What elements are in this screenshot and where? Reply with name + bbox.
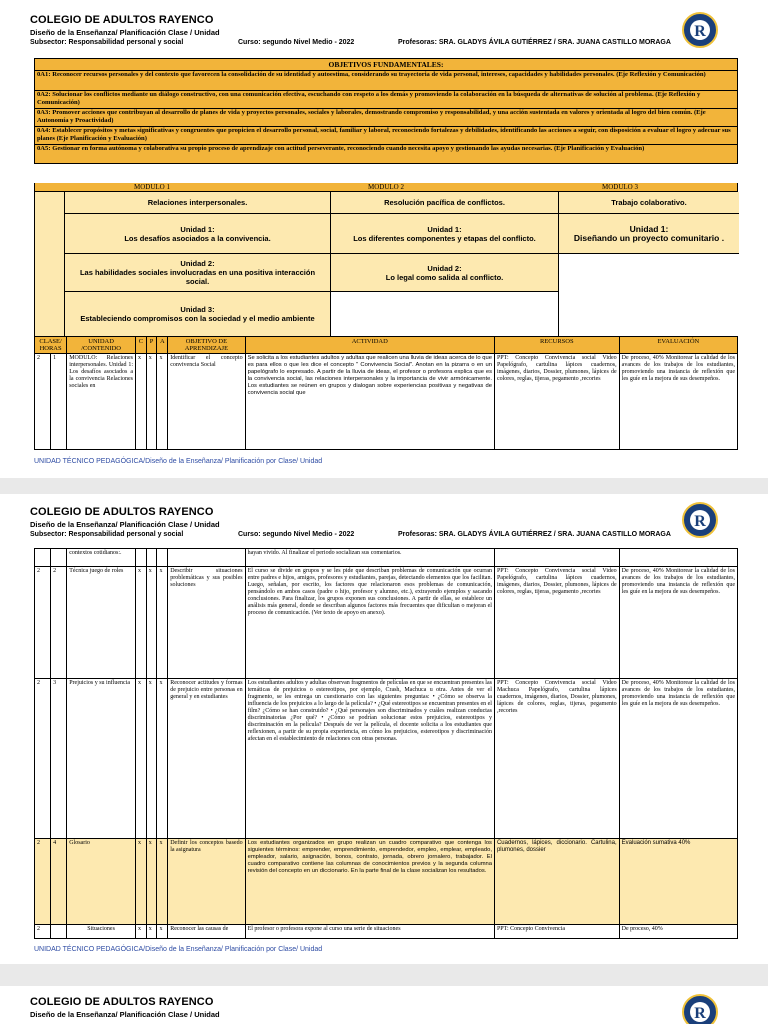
- module-topic: Resolución pacífica de conflictos.: [331, 192, 558, 214]
- cell-actividad: Los estudiantes organizados en grupo realizan un cuadro comparativo que contenga los siguientes términos: emprender, emprendimiento, emprendedor, empleo, emplear, empleado, empleador, salario, asignación, bonos, contrato, jornada, obrero jornalero, trabajador. El cuadro comparativo contiene las columnas de conocimientos previos y la segunda columna revisión del concepto en un diccionario. En la parte final de la clase socializan los resultados.: [245, 839, 494, 925]
- document-subtitle: Diseño de la Enseñanza/ Planificación Clase / Unidad: [30, 520, 220, 529]
- subsector-label: Subsector: Responsabilidad personal y social: [30, 39, 184, 46]
- cell-recursos: PPT: Concepto Convivencia social Video Papelógrafo, cartulina lápices cuadernos, imágenes, diarios, Dossier, plumones, lápices de colores, reglas, tijeras, pegamento ,recortes: [494, 567, 619, 679]
- objectives-title: OBJETIVOS FUNDAMENTALES:: [35, 59, 737, 71]
- table-row: [35, 567, 738, 679]
- cell-recursos: PPT: Concepto Convivencia social Video Papelógrafo, cartulina lápices cuadernos, imágenes, diarios, Dossier, plumones, lápices de colores, reglas, tijeras, pegamento ,recortes: [494, 354, 619, 450]
- cell-p: x: [146, 925, 157, 939]
- cell-class-number: 2: [51, 567, 67, 679]
- unit-title: Las habilidades sociales involucradas en una positiva interacción social.: [79, 268, 316, 286]
- table-header-row: [35, 337, 738, 354]
- unit-label: Unidad 2:: [427, 263, 462, 273]
- cell-a: x: [157, 567, 168, 679]
- objective-item: 0A1: Reconocer recursos personales y del contexto que favorecen la consolidación de su identidad y autoestima, considerando su trayectoria de vida personal, intereses, capacidades y habilidades personales. (Eje Reflexión y Comunicación): [35, 71, 737, 91]
- cell-p: [146, 549, 157, 567]
- col-header-recursos: RECURSOS: [494, 337, 619, 354]
- cell-class-number: [51, 549, 67, 567]
- school-logo-icon: R: [682, 502, 718, 538]
- table-row: [35, 839, 738, 925]
- cell-evaluacion: De proceso, 40%: [619, 925, 737, 939]
- cell-evaluacion: Evaluación sumativa 40%: [619, 839, 737, 925]
- col-header-objetivo: OBJETIVO DE APRENDIZAJE: [168, 337, 245, 354]
- page-header: [30, 996, 730, 1019]
- objective-item: 0A5: Gestionar en forma autónoma y colaborativa su propio proceso de aprendizaje con actitud perseverante, reconociendo cuando necesita apoyo y gestionando las ayudas necesarias. (Eje Planificación y Evaluación): [37, 145, 645, 152]
- cell-evaluacion: De proceso, 40% Monitorear la calidad de los avances de los trabajos de los estudiantes, promoviendo una instancia de reflexión que les guíe en la mejora de sus desempeños.: [619, 679, 737, 839]
- unit-title: Diseñando un proyecto comunitario .: [573, 232, 725, 243]
- cell-unidad: Prejuicios y su influencia: [67, 679, 136, 839]
- cell-hours: 2: [35, 354, 51, 450]
- cell-actividad: hayan vivido. Al finalizar el periodo socializan sus comentarios.: [245, 549, 494, 567]
- cell-c: x: [136, 567, 147, 679]
- cell-actividad: Se solicita a los estudiantes adultos y adultas que realicen una lluvia de ideas acerca de lo que es para ellos o que les dice el concepto " Convivencia Social". Anotan en la pizarra o en un papelógrafo lo expresado. A partir de la lluvia de ideas, el profesor o profesora explica que es la convivencia social, las relaciones interpersonales y la importancia de vivir armónicamente. Los estudiantes se reúnen en grupos y dialogan sobre experiencias positivas y negativas de convivencia social que: [245, 354, 494, 450]
- cell-hours: 2: [35, 567, 51, 679]
- cell-unidad: MODULO: Relaciones interpersonales. Unidad 1: Los desafíos asociados a la convivencia Relaciones sociales en: [67, 354, 136, 450]
- module-2-units: [331, 192, 559, 336]
- cell-p: x: [146, 679, 157, 839]
- objective-item: 0A4: Establecer propósitos y metas significativas y congruentes que propicien el desarrollo personal, social, familiar y laboral, reconociendo fortalezas y debilidades, identificando las acciones a seguir, con disposición a evaluar el logro y adecuar sus planes (Eje Planificación y Evaluación): [35, 127, 737, 145]
- cell-evaluacion: [619, 549, 737, 567]
- school-name: COLEGIO DE ADULTOS RAYENCO: [30, 996, 214, 1008]
- school-logo-icon: R: [682, 994, 718, 1024]
- cell-c: [136, 549, 147, 567]
- cell-unidad: Glosario: [67, 839, 136, 925]
- cell-p: x: [146, 839, 157, 925]
- objective-item: 0A2: Solucionar los conflictos mediante un diálogo constructivo, con una comunicación efectiva, escuchando con respeto a los demás y promoviendo la colaboración en la búsqueda de alternativas de solución al problema. (Eje Reflexión y Comunicación): [35, 91, 737, 109]
- table-row: [35, 925, 738, 939]
- cell-recursos: Cuadernos, lápices, diccionario. Cartulina, plumones, dossier: [494, 839, 619, 925]
- document-subtitle: Diseño de la Enseñanza/ Planificación Clase / Unidad: [30, 1010, 220, 1019]
- teachers-label: Profesoras: SRA. GLADYS ÁVILA GUTIÉRREZ / SRA. JUANA CASTILLO MORAGA: [398, 39, 671, 46]
- module-2-header: MODULO 2: [368, 183, 404, 191]
- document-page-2: [0, 494, 768, 964]
- school-logo-icon: R: [682, 12, 718, 48]
- cell-hours: 2: [35, 925, 51, 939]
- modules-header: [34, 183, 738, 192]
- table-row: [35, 354, 738, 450]
- cell-objetivo: Describir situaciones problemáticas y sus posibles soluciones: [168, 567, 245, 679]
- units-grid: [34, 192, 738, 336]
- cell-actividad: El curso se divide en grupos y se les pide que describan problemas de comunicación que ocurran entre padres e hijos, amigos, profesores y estudiantes, parejas, detectando elementos que los facilitan. Luego, señalan, por escrito, los factores que relacionaron esos problemas de comunicación, pensándolo en ambos casos (padre o hijo, profesor y alumno, etc.), extrayendo ejemplos y sacando conclusiones. Para finalizar, los grupos exponen sus conclusiones. A partir de ellas, se establece un análisis más general, donde se describan algunos factores más frecuentes que dificultan o mejoran el proceso de comunicación. (Ver texto de apoyo en anexo).: [245, 567, 494, 679]
- cell-actividad: Los estudiantes adultos y adultas observan fragmentos de películas en que se encuentran presentes las temáticas de prejuicios o estereotipos, por ejemplo, Crash, Machuca u otra. Antes de ver el fragmento, se les entrega un cuestionario con las siguientes preguntas: • ¿Cómo se observa la influencia de los prejuicios a lo largo de la película? • ¿Qué estereotipos se encuentran presentes en el film? ¿Cómo se han construido? • ¿Qué personajes son discriminados y cuáles realizan conductas discriminatorias ¿Por qué? • ¿Cómo se podrían solucionar estos prejuicios, estereotipos y discriminación en la película? Después de ver la película, el docente solicita a los estudiantes que reflexionen, a partir de su propia experiencia, en cómo los prejuicios, estereotipos y discriminación afectan en el establecimiento de relaciones con otras personas.: [245, 679, 494, 839]
- cell-unidad: Técnica juego de roles: [67, 567, 136, 679]
- col-header-actividad: ACTIVIDAD: [245, 337, 494, 354]
- cell-hours: 2: [35, 839, 51, 925]
- page-footer: UNIDAD TÉCNICO PEDAGÓGICA/Diseño de la Enseñanza/ Planificación por Clase/ Unidad: [34, 946, 323, 953]
- cell-hours: [35, 549, 51, 567]
- course-label: Curso: segundo Nivel Medio - 2022: [238, 39, 355, 46]
- cell-evaluacion: De proceso, 40% Monitorear la calidad de los avances de los trabajos de los estudiantes, promoviendo una instancia de reflexión que les guíe en la mejora de sus desempeños.: [619, 354, 737, 450]
- page-header: [30, 506, 730, 541]
- planning-table: [34, 548, 738, 939]
- cell-recursos: PPT: Concepto Convivencia: [494, 925, 619, 939]
- table-row: [35, 549, 738, 567]
- cell-a: x: [157, 925, 168, 939]
- cell-recursos: [494, 549, 619, 567]
- unit-title: Los diferentes componentes y etapas del conflicto.: [353, 233, 536, 243]
- cell-objetivo: Definir los conceptos basedo la asignatura: [168, 839, 245, 925]
- table-row: [35, 679, 738, 839]
- cell-class-number: 3: [51, 679, 67, 839]
- cell-p: x: [146, 354, 157, 450]
- cell-recursos: PPT: Concepto Convivencia social Video Machuca Papelógrafo, cartulina lápices cuadernos, imágenes, diarios, Dossier, plumones, lápices de colores, reglas, tijeras, pegamento ,recortes: [494, 679, 619, 839]
- cell-a: x: [157, 679, 168, 839]
- cell-c: x: [136, 839, 147, 925]
- cell-hours: 2: [35, 679, 51, 839]
- unit-label: Unidad 3:: [180, 305, 215, 314]
- cell-c: x: [136, 925, 147, 939]
- cell-objetivo: Identificar el concepto convivencia Social: [168, 354, 245, 450]
- page-footer: UNIDAD TÉCNICO PEDAGÓGICA/Diseño de la Enseñanza/ Planificación por Clase/ Unidad: [34, 458, 323, 465]
- col-header-c: C: [136, 337, 147, 354]
- course-label: Curso: segundo Nivel Medio - 2022: [238, 531, 355, 538]
- cell-objetivo: Reconocer actitudes y formas de prejuicio entre personas en general y en estudiantes: [168, 679, 245, 839]
- col-header-evaluacion: EVALUACIÓN: [619, 337, 737, 354]
- school-name: COLEGIO DE ADULTOS RAYENCO: [30, 506, 214, 518]
- cell-a: [157, 549, 168, 567]
- module-1-header: MODULO 1: [134, 183, 170, 191]
- cell-objetivo: Reconocer las causas de: [168, 925, 245, 939]
- cell-c: x: [136, 679, 147, 839]
- unit-label: Unidad 1:: [629, 223, 669, 234]
- objectives-box: [34, 58, 738, 164]
- document-page-3: [0, 986, 768, 1024]
- subsector-label: Subsector: Responsabilidad personal y social: [30, 531, 184, 538]
- cell-evaluacion: De proceso, 40% Monitorear la calidad de los avances de los trabajos de los estudiantes, promoviendo una instancia de reflexión que les guíe en la mejora de sus desempeños.: [619, 567, 737, 679]
- module-3-units: [559, 192, 739, 336]
- cell-p: x: [146, 567, 157, 679]
- objective-item: 0A3: Promover acciones que contribuyan al desarrollo de planes de vida y proyectos personales, sociales y laborales, demostrando compromiso y responsabilidad, y una acción sustentada en valores y orientada al logro del bien común. (Eje Autonomía y Proactividad): [35, 109, 737, 127]
- unit-title: Lo legal como salida al conflicto.: [385, 272, 504, 282]
- module-topic: Relaciones interpersonales.: [65, 192, 330, 214]
- cell-c: x: [136, 354, 147, 450]
- col-header-clase: CLASE/ HORAS: [35, 337, 67, 354]
- cell-objetivo: [168, 549, 245, 567]
- unit-title: Los desafíos asociados a la convivencia.: [124, 233, 271, 243]
- cell-actividad: El profesor o profesora expone al curso una serie de situaciones: [245, 925, 494, 939]
- cell-class-number: 1: [51, 354, 67, 450]
- unit-label: Unidad 1:: [427, 224, 462, 234]
- cell-unidad: contextos cotidianos:.: [67, 549, 136, 567]
- cell-a: x: [157, 839, 168, 925]
- cell-class-number: 4: [51, 839, 67, 925]
- module-1-units: [65, 192, 331, 336]
- document-page-1: [0, 0, 768, 478]
- page-header: [30, 14, 730, 49]
- unit-label: Unidad 1:: [180, 224, 215, 234]
- teachers-label: Profesoras: SRA. GLADYS ÁVILA GUTIÉRREZ / SRA. JUANA CASTILLO MORAGA: [398, 531, 671, 538]
- cell-unidad: Situaciones: [67, 925, 136, 939]
- col-header-unidad: UNIDAD /CONTENIDO: [67, 337, 136, 354]
- col-header-p: P: [146, 337, 157, 354]
- document-subtitle: Diseño de la Enseñanza/ Planificación Clase / Unidad: [30, 28, 220, 37]
- planning-table: [34, 336, 738, 450]
- col-header-a: A: [157, 337, 168, 354]
- cell-a: x: [157, 354, 168, 450]
- unit-title: Estableciendo compromisos con la sociedad y el medio ambiente: [80, 314, 315, 323]
- module-3-header: MODULO 3: [602, 183, 638, 191]
- unit-label: Unidad 2:: [180, 259, 215, 268]
- module-topic: Trabajo colaborativo.: [559, 192, 739, 214]
- school-name: COLEGIO DE ADULTOS RAYENCO: [30, 14, 214, 26]
- cell-class-number: [51, 925, 67, 939]
